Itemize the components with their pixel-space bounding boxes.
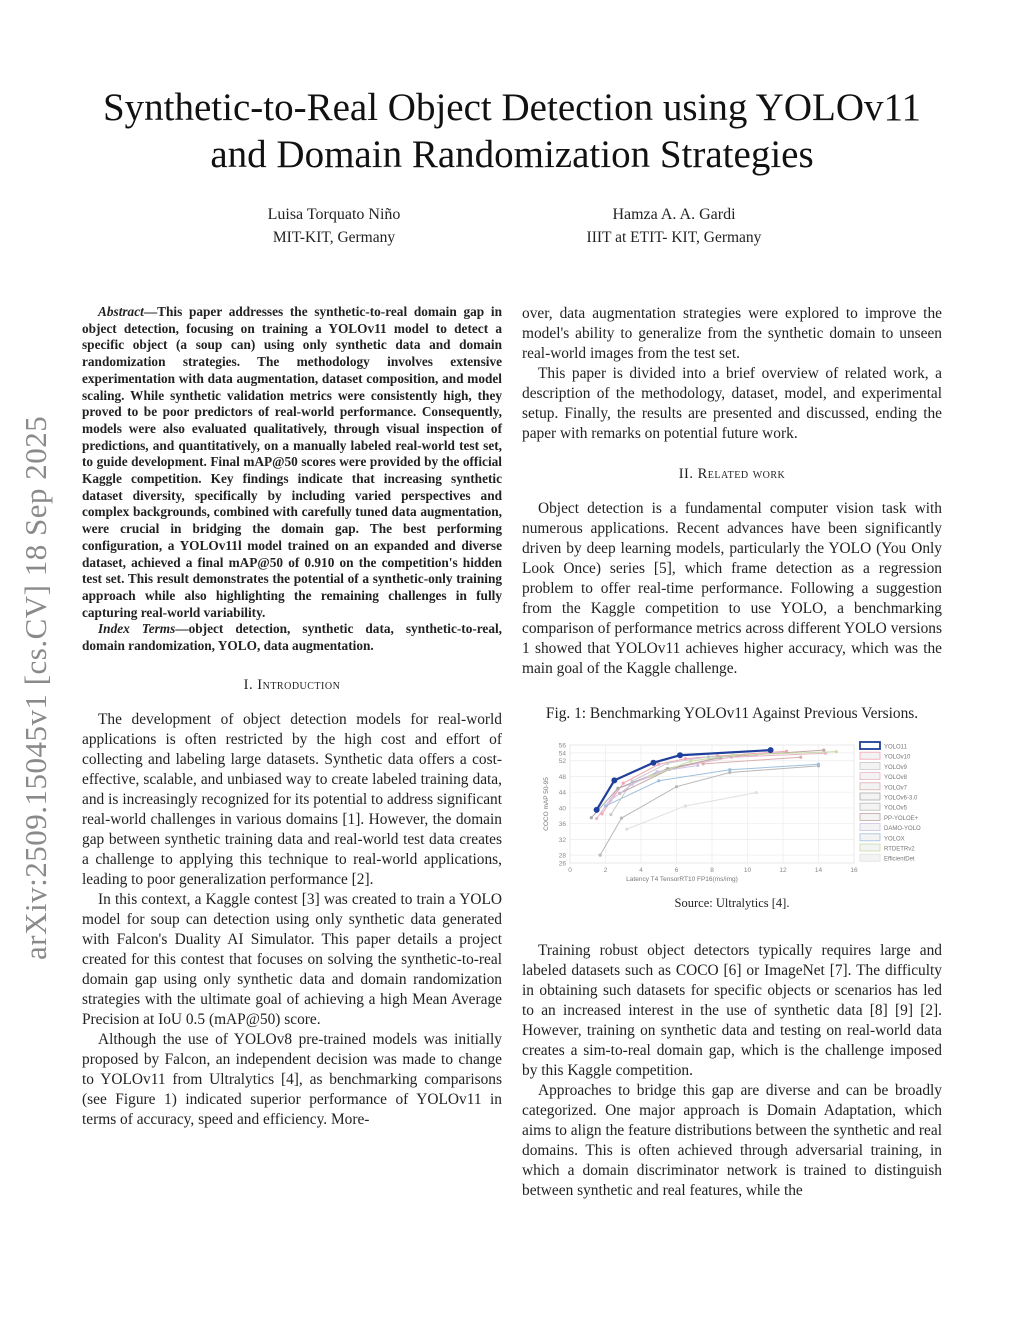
data-point <box>609 798 612 801</box>
data-point <box>675 785 678 788</box>
y-axis-label: COCO mAP 50-95 <box>543 777 550 831</box>
author-name: Hamza A. A. Gardi <box>612 206 736 223</box>
y-tick-label: 32 <box>558 836 566 844</box>
data-point <box>817 763 820 766</box>
author-1 <box>204 203 464 249</box>
data-point <box>768 747 774 753</box>
x-tick-label: 4 <box>639 867 643 874</box>
related-paragraph-3: Approaches to bridge this gap are diverse and can be broadly categorized. One major approach is Domain Adaptation, which aims to align the feature distributions between the synthetic and real domains. This is often achieved through adversarial training, in which a domain discriminator network is trained to distinguish between synthetic and real features, while the <box>522 1082 942 1199</box>
section-number: II. <box>678 466 694 482</box>
data-point <box>604 804 607 807</box>
data-point <box>609 813 612 816</box>
section-title: Related work <box>697 466 786 482</box>
intro-paragraph-1: The development of object detection models for real-world applications is often restricted by the high cost and effort of collecting and labeling large datasets. Synthetic data offers a cost-effective, scalable, and unbiased way to create labeled training data, and is increasingly recognized for its potential to address significant real-world challenges in various domains [1]. However, the domain gap between synthetic training data and real-world test data creates a challenge to applying this technique to real-world applications, leading to poor generalization performance [2]. <box>82 710 502 888</box>
data-point <box>755 791 758 794</box>
legend-swatch <box>860 834 880 841</box>
legend-label: YOLOv6-3.0 <box>884 795 918 802</box>
data-point <box>657 763 660 766</box>
legend-swatch <box>860 762 880 769</box>
data-point <box>696 764 699 767</box>
legend-label: YOLOv8 <box>884 775 908 782</box>
data-point <box>707 755 710 758</box>
author-affiliation: IIIT at ETIT- KIT, Germany <box>586 229 762 246</box>
data-point <box>799 756 802 759</box>
author-name: Luisa Torquato Niño <box>267 206 401 223</box>
title-line-2: and Domain Randomization Strategies <box>210 133 814 176</box>
data-point <box>689 760 692 763</box>
data-point <box>822 749 825 752</box>
x-axis-label: Latency T4 TensorRT10 FP16(ms/img) <box>626 876 738 883</box>
legend-label: YOLOv5 <box>884 805 908 812</box>
figure-caption: Fig. 1: Benchmarking YOLOv11 Against Previous Versions. <box>545 705 919 722</box>
arxiv-identifier: arXiv:2509.15045v1 [cs.CV] 18 Sep 2025 <box>18 415 53 960</box>
benchmark-chart <box>522 733 942 885</box>
data-point <box>595 817 598 820</box>
section-heading-introduction <box>82 677 502 694</box>
data-point <box>677 752 683 758</box>
index-terms-text: —object detection, synthetic data, synthetic-to-real, domain randomization, YOLO, data augmentation. <box>82 621 503 654</box>
data-point <box>684 804 687 807</box>
legend-label: PP-YOLOE+ <box>884 815 919 822</box>
title-line-1: Synthetic-to-Real Object Detection using YOLOv11 <box>102 86 922 129</box>
x-tick-label: 6 <box>674 867 679 874</box>
data-point <box>655 770 658 773</box>
x-tick-label: 2 <box>603 867 608 874</box>
data-point <box>650 774 653 777</box>
data-point <box>728 768 731 771</box>
figure-1 <box>522 733 942 911</box>
x-tick-label: 16 <box>850 867 858 874</box>
intro-paragraph-2: In this context, a Kaggle contest [3] was created to train a YOLO model for soup can detection using only synthetic data generated with Falcon's Duality AI Simulator. This paper details a project created for this contest that focuses on solving the synthetic-to-real domain gap using only synthetic data and domain randomization strategies with the ultimate goal of achieving a high Mean Average Precision at IoU 0.5 (mAP@50) score. <box>82 890 502 1028</box>
index-terms-label: Index Terms <box>98 621 176 637</box>
legend-label: YOLOX <box>884 836 905 843</box>
data-point <box>650 760 656 766</box>
related-paragraph-1: Object detection is a fundamental computer vision task with numerous applications. Recent advances have been significantly driven by deep learning models, particularly the YOLO (You Only Look Once) series [5], which frame detection as a regression problem to offer real-time performance. Following a suggestion from the Kaggle competition to use YOLO, a benchmarking comparison of performance metrics across different YOLO versions 1 showed that YOLOv11 achieves higher accuracy, which was the main goal of the Kaggle challenge. <box>522 500 942 677</box>
abstract-text: —This paper addresses the synthetic-to-real domain gap in object detection, focusing on training a YOLOv11 model to detect a specific object (a soup can) using only synthetic data and domain randomization strategies. The methodology involves extensive experimentation with data augmentation, dataset composition, and model scaling. While synthetic validation metrics were consistently high, they proved to be poor predictors of real-world performance. Consequently, models were also evaluated qualitatively, through visual inspection of predictions, and quantitatively, on a manually labeled real-world test set, to guide development. Final mAP@50 scores were provided by the official Kaggle competition. Key findings indicate that increasing synthetic dataset diversity, specifically by including varied perspectives and complex backgrounds, combined with carefully tuned data augmentation, were crucial in bridging the domain gap. The best performing configuration, a YOLOv11l model trained on an expanded and diverse dataset, achieved a final mAP@50 of 0.910 on the competition's hidden test set. This result demonstrates the potential of a synthetic-only training approach while also highlighting the remaining challenges in fully capturing real-world variability. <box>82 304 502 620</box>
section-title: Introduction <box>257 676 341 693</box>
legend-swatch <box>860 813 880 820</box>
legend-label: DAMO-YOLO <box>884 826 921 833</box>
x-tick-label: 12 <box>779 867 787 874</box>
data-point <box>611 777 617 783</box>
data-point <box>620 817 623 820</box>
data-point <box>657 779 660 782</box>
x-tick-label: 8 <box>710 867 714 874</box>
right-column <box>522 304 942 1201</box>
y-tick-label: 56 <box>558 742 566 750</box>
figure-source: Source: Ultralytics [4]. <box>674 896 790 910</box>
section-heading-related-work <box>522 466 942 483</box>
legend-swatch <box>860 752 880 759</box>
y-tick-label: 54 <box>558 750 566 758</box>
y-tick-label: 52 <box>558 758 566 766</box>
data-point <box>625 828 628 831</box>
legend-label: YOLO11 <box>884 744 907 751</box>
legend-swatch <box>860 783 880 790</box>
legend-swatch <box>860 773 880 780</box>
legend-label: RTDETRv2 <box>884 846 915 853</box>
abstract-label: Abstract <box>98 304 144 319</box>
data-point <box>835 750 838 753</box>
data-point <box>732 754 735 757</box>
data-point <box>622 782 625 785</box>
left-column <box>82 304 502 1130</box>
legend-label: EfficientDet <box>884 856 915 863</box>
data-point <box>594 807 600 813</box>
section-number: I. <box>243 676 254 693</box>
legend-label: YOLOv7 <box>884 785 908 792</box>
y-tick-label: 40 <box>558 805 566 813</box>
data-point <box>702 762 705 765</box>
related-paragraph-2: Training robust object detectors typically requires large and labeled datasets such as COCO [6] or ImageNet [7]. The difficulty in obtaining such datasets for specific objects or scenarios has led to an increased interest in the use of synthetic data [8] [9] [2]. However, training on synthetic data and testing on real-world data creates a sim-to-real domain gap, which is the challenge imposed by this Kaggle competition. <box>522 942 942 1079</box>
legend-swatch <box>860 793 880 800</box>
author-2 <box>554 203 794 249</box>
chart-grid <box>570 745 854 863</box>
index-terms <box>82 621 502 654</box>
legend-swatch <box>860 844 880 851</box>
data-point <box>666 761 669 764</box>
x-tick-label: 10 <box>743 867 752 874</box>
legend-swatch <box>860 824 880 831</box>
intro-paragraph-3: Although the use of YOLOv8 pre-trained models was initially proposed by Falcon, an independent decision was made to change to YOLOv11 from Ultralytics [4], as benchmarking comparisons (see Figure 1) indicated superior performance of YOLOv11 in terms of accuracy, speed and efficiency. More- <box>82 1030 502 1128</box>
legend-swatch <box>860 803 880 810</box>
legend-label: YOLOv10 <box>884 754 911 761</box>
y-tick-label: 44 <box>558 789 566 797</box>
intro-paragraph-3-continued: over, data augmentation strategies were explored to improve the model's ability to generalize from the synthetic domain to unseen real-world images from the test set. <box>522 305 942 362</box>
legend-swatch <box>860 854 880 861</box>
y-tick-label: 28 <box>558 852 566 860</box>
y-tick-label: 26 <box>558 860 566 868</box>
data-point <box>728 771 731 774</box>
x-tick-label: 0 <box>568 867 572 874</box>
chart-legend <box>860 742 921 863</box>
data-point <box>599 854 602 857</box>
data-point <box>590 816 593 819</box>
paper-title <box>60 84 964 178</box>
author-affiliation: MIT-KIT, Germany <box>272 229 396 246</box>
data-point <box>631 783 634 786</box>
data-point <box>616 787 619 790</box>
abstract <box>82 304 502 621</box>
y-tick-label: 36 <box>558 821 566 829</box>
intro-paragraph-4: This paper is divided into a brief overview of related work, a description of the methodology, dataset, model, and experimental setup. Finally, the results are presented and discussed, ending the paper with remarks on potential future work. <box>522 365 942 442</box>
x-tick-label: 14 <box>814 867 823 874</box>
legend-label: YOLOv9 <box>884 764 908 771</box>
y-tick-label: 48 <box>558 773 566 781</box>
legend-swatch <box>860 742 880 749</box>
